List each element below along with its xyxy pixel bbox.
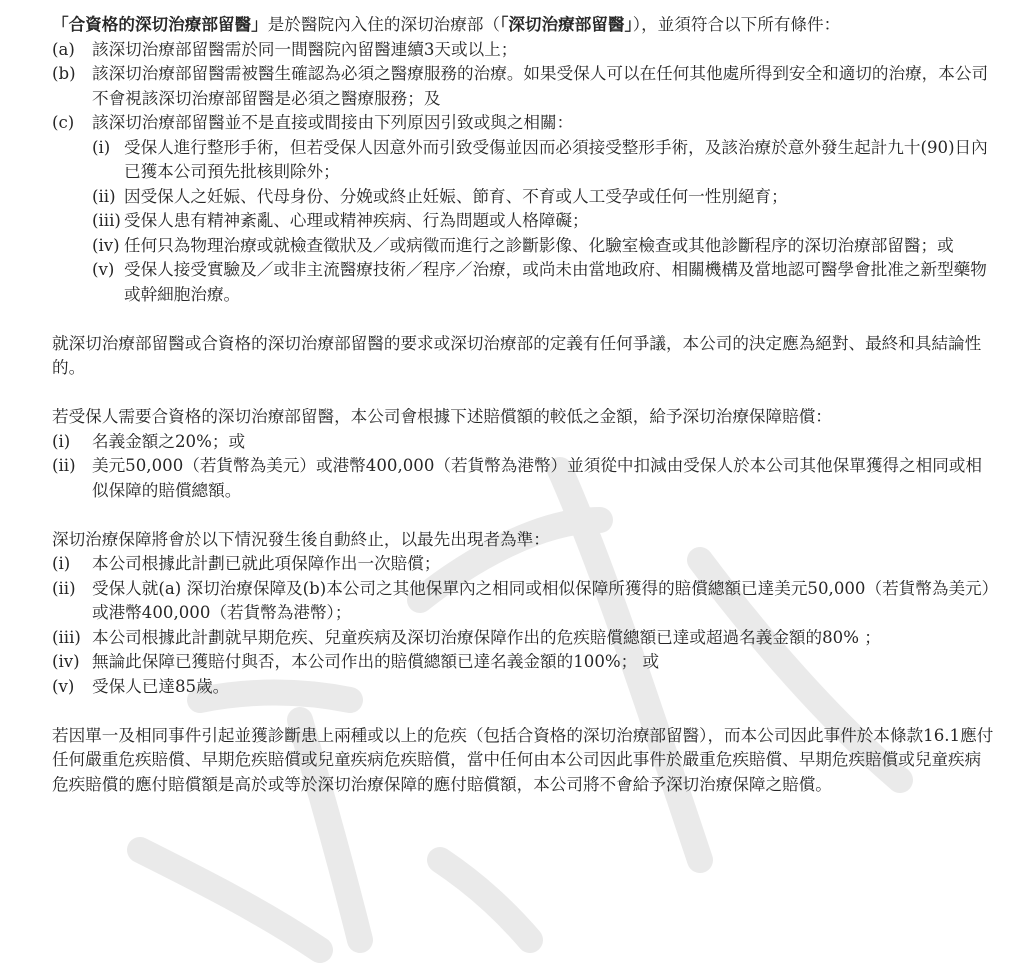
item-label: (i) [52,431,71,451]
list-item [52,62,997,111]
watermark-stroke [440,860,530,940]
definition-intro [52,12,997,38]
item-text: 本公司根據此計劃就早期危疾、兒童疾病及深切治療保障作出的危疾賠償總額已達或超過名義金額的80% ； [92,627,881,647]
sub-list-item [92,258,997,307]
defined-term: 「深切治療部留醫」 [500,14,633,34]
list-item [52,675,997,700]
item-text: 無論此保障已獲賠付與否，本公司作出的賠償總額已達名義金額的100%； 或 [92,652,660,671]
item-label: (v) [52,676,75,696]
multiple-illness-paragraph: 若因單一及相同事件引起並獲診斷患上兩種或以上的危疾（包括合資格的深切治療部留醫），而本公司因此事件於本條款16.1應付任何嚴重危疾賠償、早期危疾賠償或兒童疾病危疾賠償，當中任何由本公司因此事件於嚴重危疾賠償、早期危疾賠償或兒童疾病危疾賠償的應付賠償額是高於或等於深切治療保障的應付賠償額，本公司將不會給予深切治療保障之賠償。 [52,725,994,794]
sub-list-item [92,185,997,210]
watermark-stroke [140,850,320,950]
list-item [52,430,997,455]
item-label: (iv) [92,235,120,255]
item-text: 該深切治療部留醫需被醫生確認為必須之醫療服務的治療。如果受保人可以在任何其他處所得到安全和適切的治療，本公司不會視該深切治療部留醫是必須之醫療服務；及 [92,64,989,108]
document-page [52,12,997,797]
item-label: (iii) [92,211,121,230]
item-text: 受保人進行整形手術，但若受保人因意外而引致受傷並因而必須接受整形手術，及該治療於意外發生起計九十(90)日內已獲本公司預先批核則除外； [124,137,988,181]
item-text: 任何只為物理治療或就檢查徵狀及／或病徵而進行之診斷影像、化驗室檢查或其他診斷程序的深切治療部留醫；或 [124,235,954,255]
list-item [52,111,997,136]
defined-term: 「合資格的深切治療部留醫」 [52,14,268,34]
item-label: (ii) [52,578,76,598]
sub-list-item [92,136,997,185]
item-text: 美元50,000（若貨幣為美元）或港幣400,000（若貨幣為港幣）並須從中扣減由受保人於本公司其他保單獲得之相同或相似保障的賠償總額。 [92,456,982,500]
list-item [52,626,997,651]
item-label: (ii) [92,186,116,206]
list-item [52,577,997,626]
item-text: 因受保人之妊娠、代母身份、分娩或終止妊娠、節育、不育或人工受孕或任何一性別絕育； [124,186,788,206]
list-item [52,552,997,577]
item-text: 名義金額之20%；或 [92,431,246,451]
item-label: (v) [92,260,115,279]
item-text: 受保人就(a) 深切治療保障及(b)本公司之其他保單內之相同或相似保障所獲得的賠償總額已達美元50,000（若貨幣為美元）或港幣400,000（若貨幣為港幣）； [92,578,990,622]
item-label: (iii) [52,627,81,647]
item-text: 該深切治療部留醫並不是直接或間接由下列原因引致或與之相關： [92,113,574,132]
item-text: 該深切治療部留醫需於同一間醫院內留醫連續3天或以上； [92,39,518,59]
item-text: 受保人接受實驗及／或非主流醫療技術／程序／治療，或尚未由當地政府、相關機構及當地認可醫學會批准之新型藥物或幹細胞治療。 [124,260,987,304]
item-label: (c) [52,113,75,132]
list-item [52,454,997,503]
item-text: 本公司根據此計劃已就此項保障作出一次賠償； [92,554,441,573]
item-label: (i) [52,554,71,573]
list-item [52,38,997,63]
list-item [52,650,997,675]
item-text: 受保人已達85歲。 [92,676,230,696]
sub-list-item [92,209,997,234]
item-label: (b) [52,64,76,83]
dispute-paragraph: 就深切治療部留醫或合資格的深切治療部留醫的要求或深切治療部的定義有任何爭議，本公司的決定應為絕對、最終和具結論性的。 [52,333,982,377]
benefit-intro: 若受保人需要合資格的深切治療部留醫，本公司會根據下述賠償額的較低之金額，給予深切治療保障賠償： [52,407,832,426]
sub-list-item [92,234,997,259]
item-label: (iv) [52,652,80,671]
item-label: (a) [52,39,75,59]
intro-text: 是於醫院內入住的深切治療部（ [267,15,501,34]
termination-intro: 深切治療保障將會於以下情況發生後自動終止，以最先出現者為準： [52,529,550,549]
sub-list [92,136,997,308]
item-text: 受保人患有精神紊亂、心理或精神疾病、行為問題或人格障礙； [124,211,589,230]
item-label: (i) [92,137,111,157]
item-label: (ii) [52,456,76,475]
intro-text: ），並須符合以下所有條件： [632,15,841,34]
